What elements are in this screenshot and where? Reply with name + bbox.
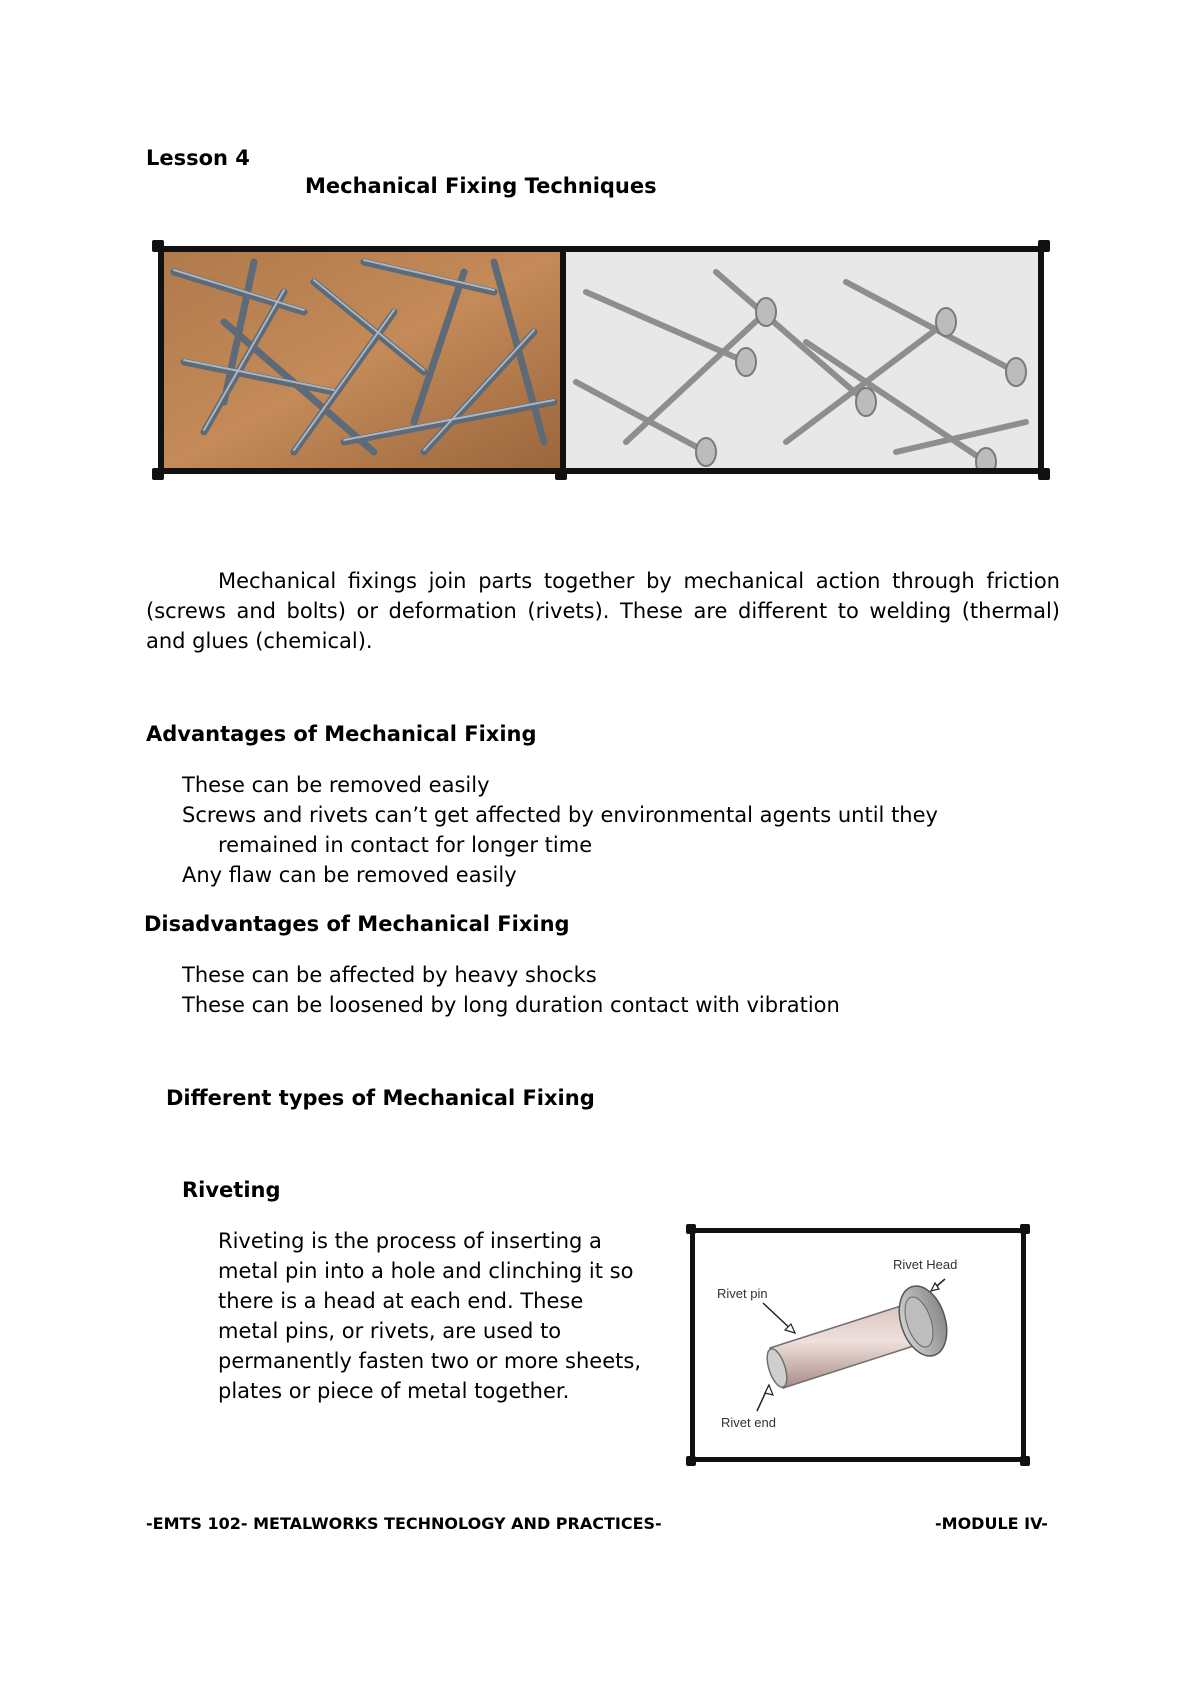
footer-module: -MODULE IV- [935,1514,1048,1533]
list-item: These can be loosened by long duration contact with vibration [182,993,840,1017]
diagram-corner [686,1224,696,1234]
disadvantages-list [182,960,1082,1020]
lesson-number: Lesson 4 [146,146,250,170]
advantages-list [182,770,1082,890]
screws-photo [164,252,560,468]
fasteners-photo-banner [158,246,1044,474]
text-line: metal pin into a hole and clinching it so [218,1259,634,1283]
list-item: These can be removed easily [182,773,490,797]
list-item: These can be affected by heavy shocks [182,963,597,987]
types-heading: Different types of Mechanical Fixing [166,1086,595,1110]
banner-corner [1038,240,1050,252]
rivets-photo [566,252,1038,468]
riveting-description [218,1226,678,1406]
banner-corner [152,468,164,480]
intro-text: Mechanical fixings join parts together by mechanical action through friction (screws and bolts) or deformation (rivets). These are different to welding (thermal) and glues (chemical). [146,569,1060,653]
text-line: Riveting is the process of inserting a [218,1229,602,1253]
text-line: there is a head at each end. These [218,1289,584,1313]
rivet-pin-label: Rivet pin [717,1286,768,1301]
rivet-diagram [690,1228,1026,1462]
text-line: permanently fasten two or more sheets, [218,1349,641,1373]
rivet-head-label: Rivet Head [893,1257,958,1272]
banner-corner [555,468,567,480]
riveting-heading: Riveting [182,1178,281,1202]
disadvantages-heading: Disadvantages of Mechanical Fixing [144,912,570,936]
rivet-end-label: Rivet end [721,1415,776,1430]
text-line: metal pins, or rivets, are used to [218,1319,562,1343]
list-item: remained in contact for longer time [218,833,593,857]
footer-course: -EMTS 102- METALWORKS TECHNOLOGY AND PRACTICES- [146,1514,662,1533]
page-title: Mechanical Fixing Techniques [305,174,657,198]
banner-corner [1038,468,1050,480]
intro-paragraph [146,566,1060,656]
diagram-corner [686,1456,696,1466]
list-item: Screws and rivets can’t get affected by environmental agents until they [182,803,938,827]
banner-corner [152,240,164,252]
list-item: Any flaw can be removed easily [182,863,517,887]
advantages-heading: Advantages of Mechanical Fixing [146,722,537,746]
diagram-corner [1020,1224,1030,1234]
text-line: plates or piece of metal together. [218,1379,570,1403]
diagram-corner [1020,1456,1030,1466]
